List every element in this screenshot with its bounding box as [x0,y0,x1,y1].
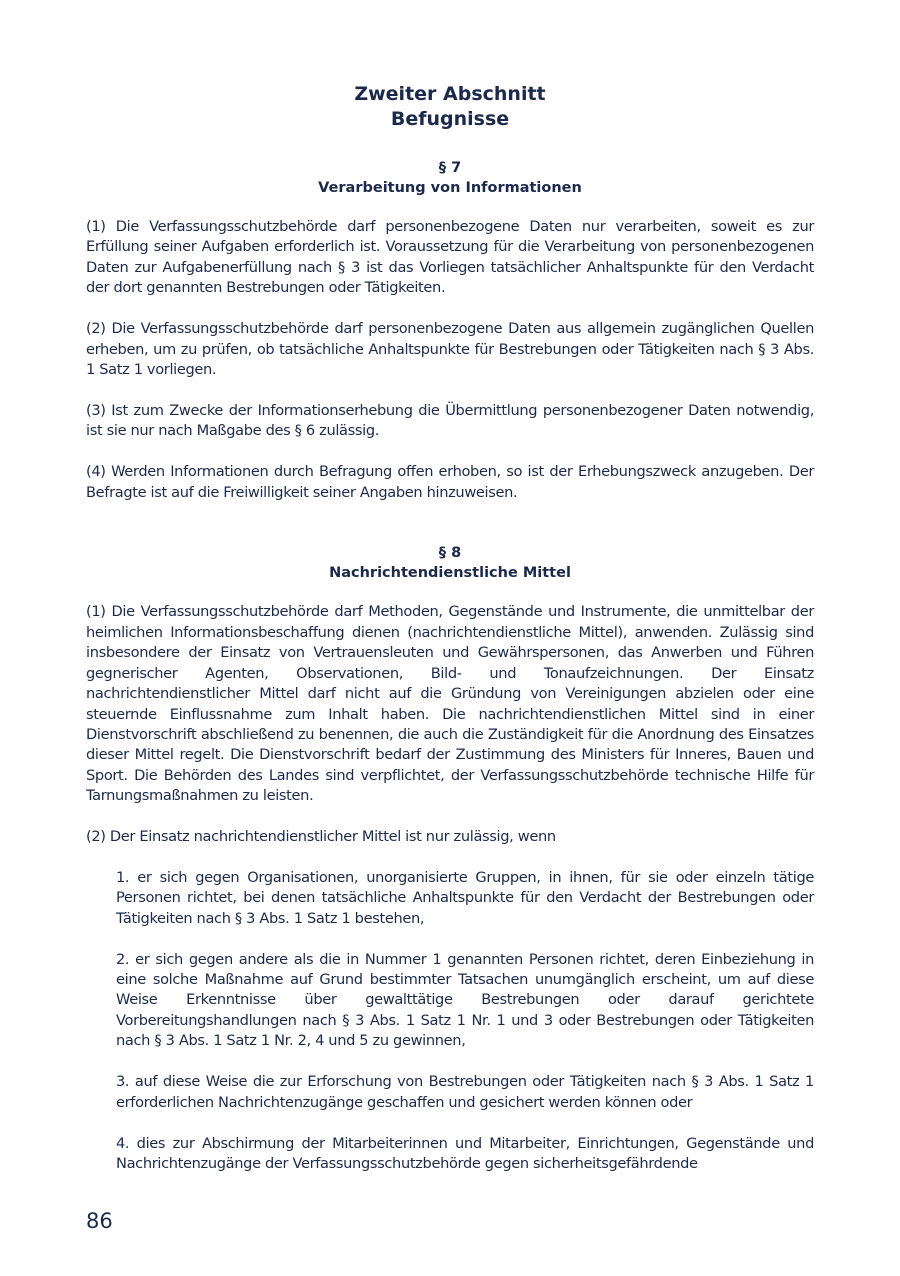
paragraph-8 [86,543,814,1174]
list-item: 1. er sich gegen Organisationen, unorganisierte Gruppen, in ihnen, für sie oder einzeln tätige Personen richtet, bei denen tatsächliche Anhaltspunkte für den Verdacht der Bestrebungen oder Tätigkeiten nach § 3 Abs. 1 Satz 1 bestehen, [116,868,814,927]
section-title: Zweiter Abschnitt [354,83,546,105]
subsection-text: (3) Ist zum Zwecke der Informationserhebung die Übermittlung personenbezogener Daten notwendig, ist sie nur nach Maßgabe des § 6 zulässig. [86,401,814,440]
list-item: 2. er sich gegen andere als die in Nummer 1 genannten Personen richtet, deren Einbeziehung in eine solche Maßnahme auf Grund bestimmter Tatsachen unumgänglich erscheint, um auf diese Weise Erkenntnisse über gewalttätige Bestrebungen oder darauf gerichtete Vorbereitungshandlungen nach § 3 Abs. 1 Satz 1 Nr. 1 und 3 oder Bestrebungen oder Tätigkeiten nach § 3 Abs. 1 Satz 1 Nr. 2, 4 und 5 zu gewinnen, [116,950,814,1050]
section-spacer [86,523,814,543]
paragraph-7 [86,158,814,503]
list-item: 3. auf diese Weise die zur Erforschung von Bestrebungen oder Tätigkeiten nach § 3 Abs. 1 Satz 1 erforderlichen Nachrichtenzugänge geschaffen und gesichert werden können oder [116,1073,814,1111]
section-subtitle: Befugnisse [390,108,510,130]
subsection-text: (1) Die Verfassungsschutzbehörde darf personenbezogene Daten nur verarbeiten, soweit es zur Erfüllung seiner Aufgaben erforderlich ist. Voraussetzung für die Verarbeitung von personenbezogenen Daten zur Aufgabenerfüllung nach § 3 ist das Vorliegen tatsächlicher Anhaltspunkte für den Verdacht der dort genannten Bestrebungen oder Tätigkeiten. [86,218,814,297]
paragraph-title: Verarbeitung von Informationen [318,180,582,196]
paragraph-number: § 8 [438,545,462,562]
subsection-text: (2) Die Verfassungsschutzbehörde darf personenbezogene Daten aus allgemein zugänglichen Quellen erheben, um zu prüfen, ob tatsächliche Anhaltspunkte für Bestrebungen oder Tätigkeiten nach § 3 Abs. 1 Satz 1 vorliegen. [86,320,814,378]
page-number: 86 [86,1209,113,1233]
subsection-text: (2) Der Einsatz nachrichtendienstlicher Mittel ist nur zulässig, wenn [86,828,556,846]
document-page [86,82,814,1195]
paragraph-number: § 7 [438,160,462,176]
numbered-list [116,868,814,1174]
paragraph-title: Nachrichtendienstliche Mittel [329,565,571,582]
subsection-text: (1) Die Verfassungsschutzbehörde darf Methoden, Gegenstände und Instrumente, die unmittelbar der heimlichen Informationsbeschaffung dienen (nachrichtendienstliche Mittel), anwenden. Zulässig sind insbesondere der Einsatz von Vertrauensleuten und Gewährspersonen, das Anwerben und Führen gegnerischer Agenten, Observationen, Bild- und Tonaufzeichnungen. Der Einsatz nachrichtendienstlicher Mittel darf nicht auf die Gründung von Vereinigungen abzielen oder eine steuernde Einflussnahme zum Inhalt haben. Die nachrichtendienstlichen Mittel sind in einer Dienstvorschrift abschließend zu benennen, die auch die Zuständigkeit für die Anordnung des Einsatzes dieser Mittel regelt. Die Dienstvorschrift bedarf der Zustimmung des Ministers für Inneres, Bauen und Sport. Die Behörden des Landes sind verpflichtet, der Verfassungsschutzbehörde technische Hilfe für Tarnungsmaßnahmen zu leisten. [86,603,814,805]
list-item: 4. dies zur Abschirmung der Mitarbeiterinnen und Mitarbeiter, Einrichtungen, Gegenstände und Nachrichtenzugänge der Verfassungsschutzbehörde gegen sicherheitsgefährdende [116,1134,814,1172]
subsection-text: (4) Werden Informationen durch Befragung offen erhoben, so ist der Erhebungszweck anzugeben. Der Befragte ist auf die Freiwilligkeit seiner Angaben hinzuweisen. [86,463,814,501]
